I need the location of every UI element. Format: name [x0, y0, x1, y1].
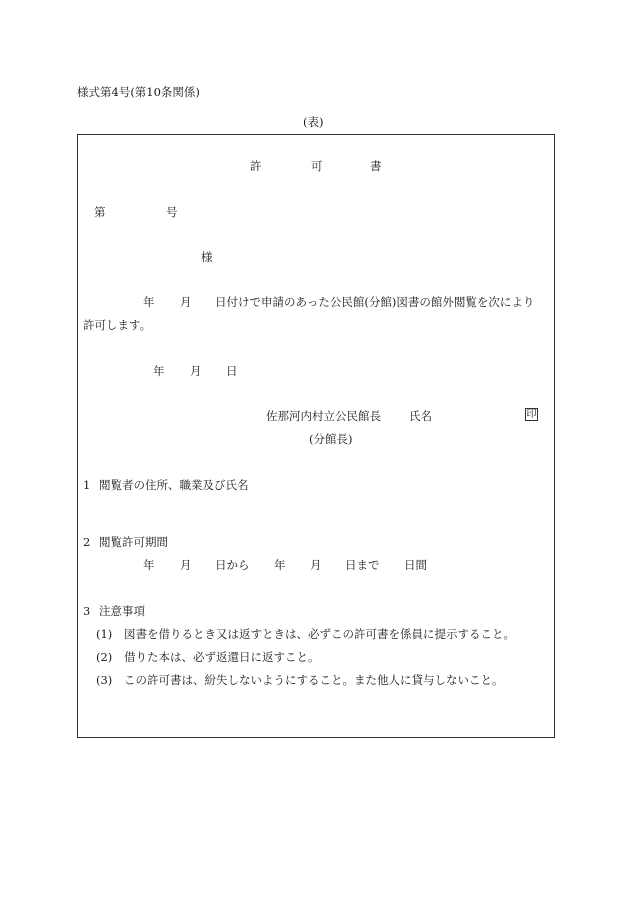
side-label: (表): [303, 115, 324, 129]
date-year: 年: [153, 364, 165, 378]
section-1-number: 1: [83, 478, 91, 492]
number-suffix: 号: [166, 205, 178, 219]
section-2-number: 2: [83, 535, 91, 549]
notice-item-3-text: この許可書は、紛失しないようにすること。また他人に貸与しないこと。: [124, 673, 504, 687]
period-day-2: 日まで: [345, 558, 380, 572]
period-year-2: 年: [274, 558, 286, 572]
body-line1: 日付けで申請のあった公民館(分館)図書の館外閲覧を次により: [215, 295, 535, 309]
period-month-2: 月: [310, 558, 322, 572]
section-3-number: 3: [83, 604, 91, 618]
issuer-alt-title: (分館長): [309, 432, 353, 446]
body-month: 月: [180, 295, 192, 309]
notice-item-2-number: (2): [96, 650, 113, 664]
body-year: 年: [143, 295, 155, 309]
period-day-1: 日から: [215, 558, 250, 572]
issuer-title: 佐那河内村立公民館長: [266, 409, 381, 423]
date-month: 月: [190, 364, 202, 378]
body-line2: 許可します。: [83, 318, 152, 332]
notice-item-1-text: 図書を借りるとき又は返すときは、必ずこの許可書を係員に提示すること。: [124, 627, 515, 641]
period-month-1: 月: [180, 558, 192, 572]
period-days: 日間: [404, 558, 427, 572]
title-char-3: 書: [370, 159, 382, 173]
notice-item-1-number: (1): [96, 627, 113, 641]
period-year-1: 年: [143, 558, 155, 572]
date-day: 日: [226, 364, 238, 378]
notice-item-2-text: 借りた本は、必ず返還日に返すこと。: [124, 650, 320, 664]
seal-mark: 印: [526, 409, 537, 420]
number-prefix: 第: [94, 205, 106, 219]
form-number: 様式第4号(第10条関係): [77, 85, 200, 99]
title-char-2: 可: [311, 159, 323, 173]
addressee-honorific: 様: [201, 250, 213, 264]
section-3-title: 注意事項: [99, 604, 145, 618]
section-2-title: 閲覧許可期間: [99, 535, 168, 549]
issuer-name-label: 氏名: [409, 409, 432, 423]
title-char-1: 許: [250, 159, 262, 173]
section-1-title: 閲覧者の住所、職業及び氏名: [99, 478, 249, 492]
notice-item-3-number: (3): [96, 673, 113, 687]
